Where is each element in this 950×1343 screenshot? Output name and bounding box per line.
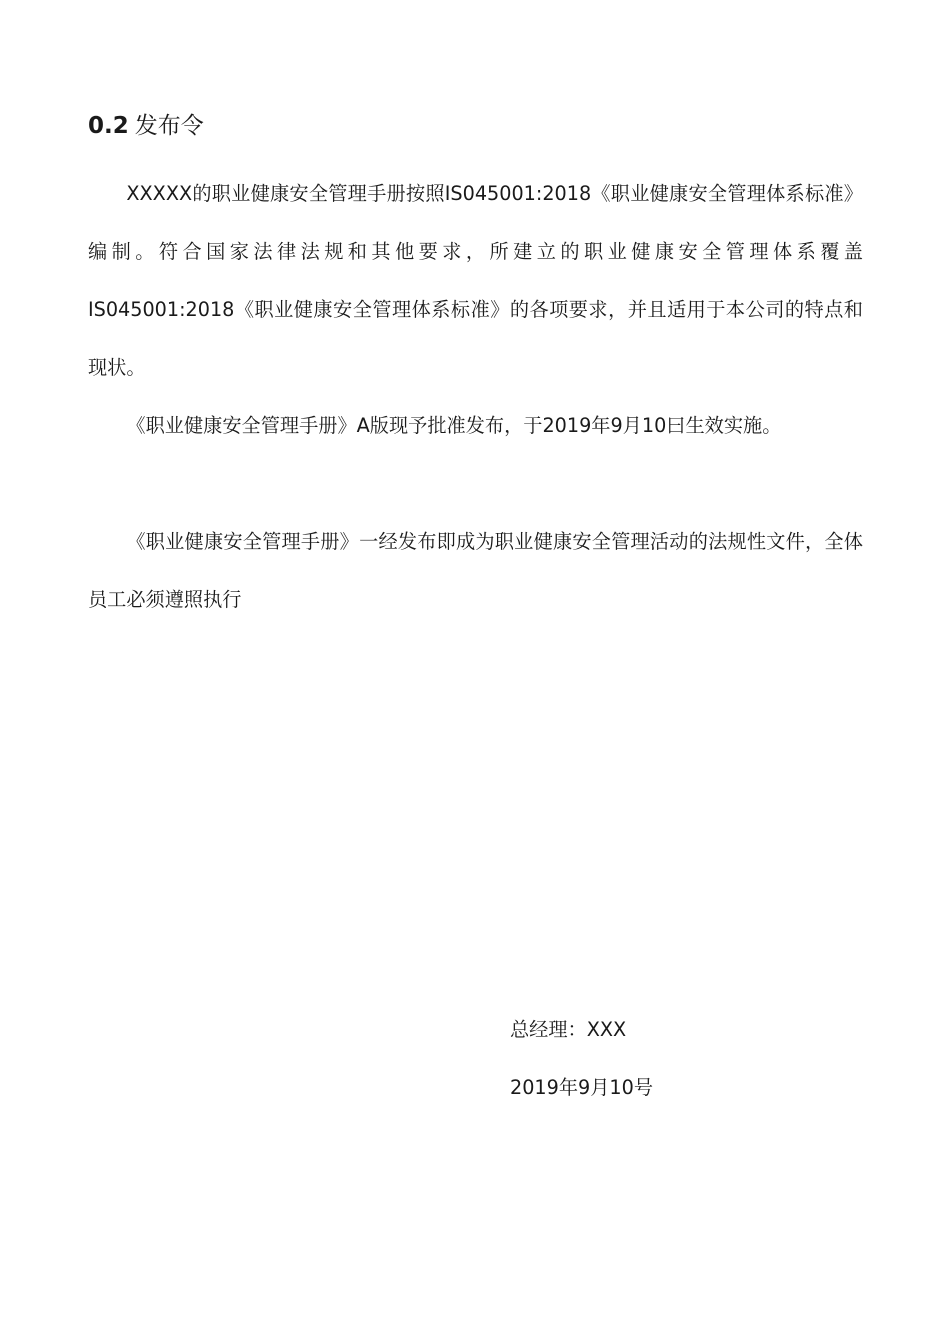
signature-general-manager: 总经理：XXX <box>510 1018 627 1041</box>
paragraph-scope: XXXXX的职业健康安全管理手册按照IS045001:2018《职业健康安全管理体系标准》编制。符合国家法律法规和其他要求，所建立的职业健康安全管理体系覆盖IS045001:2018《职业健康安全管理体系标准》的各项要求，并且适用于本公司的特点和现状。 <box>88 182 863 379</box>
section-heading <box>88 108 204 144</box>
section-number: 0.2 <box>88 113 129 139</box>
signature-date: 2019年9月10号 <box>510 1076 654 1099</box>
paragraph-approval: 《职业健康安全管理手册》A版现予批准发布，于2019年9月10曰生效实施。 <box>126 414 782 437</box>
section-title: 发布令 <box>134 113 204 139</box>
paragraph-enforcement: 《职业健康安全管理手册》一经发布即成为职业健康安全管理活动的法规性文件，全体员工必须遵照执行 <box>88 530 863 611</box>
